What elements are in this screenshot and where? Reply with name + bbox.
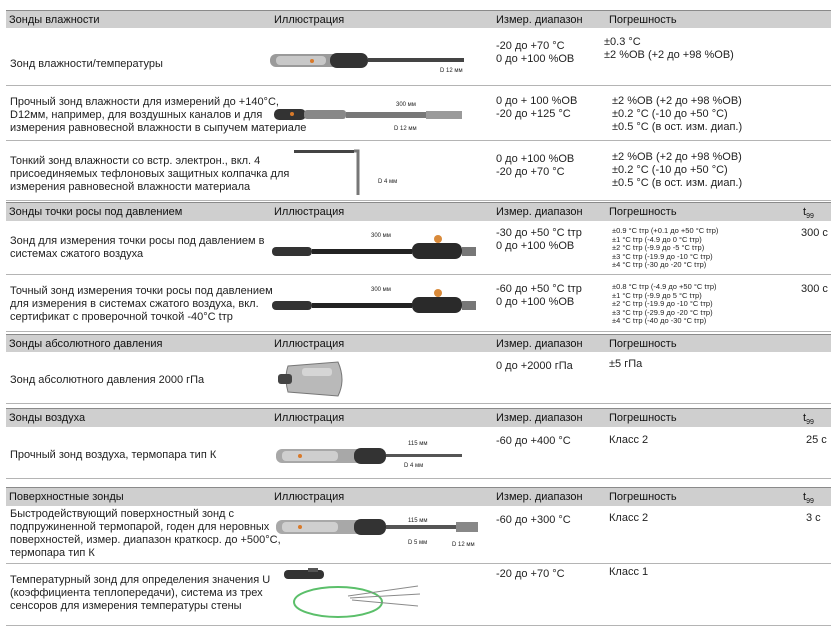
air-probe-illustration bbox=[268, 441, 468, 471]
dimension-label: D 12 мм bbox=[452, 542, 475, 548]
section-header-dewpoint bbox=[6, 202, 831, 221]
row-description: Тонкий зонд влажности со встр. электрон., вкл. 4 присоединяемых тефлоновых защитных колпачка для измерения равновесной влажности материала bbox=[10, 155, 290, 193]
accuracy-cell: ±0.9 °C tтр (+0.1 до +50 °C tтр) ±1 °C tтр (-4.9 до 0 °C tтр) ±2 °C tтр (-9.9 до -5 °C tтр) ±3 °C tтр (-19.9 до -10 °C tтр) ±4 °C tтр (-30 до -20 °C tтр) bbox=[612, 226, 719, 270]
range-cell: -30 до +50 °C tтр 0 до +100 %ОВ bbox=[496, 227, 582, 252]
section-title: Зонды воздуха bbox=[9, 412, 86, 424]
col-t99: $t_{99}$ bbox=[803, 206, 814, 221]
col-t99: $t_{99}$ bbox=[803, 412, 814, 427]
accuracy-cell: ±2 %ОВ (+2 до +98 %ОВ) ±0.2 °C (-10 до +50 °C) ±0.5 °C (в ост. изм. диап.) bbox=[612, 95, 743, 133]
table-row bbox=[6, 506, 831, 564]
range-cell: -60 до +400 °C bbox=[496, 435, 571, 447]
pressure-probe-illustration bbox=[274, 358, 354, 400]
col-range: Измер. диапазон bbox=[496, 491, 583, 503]
col-accuracy: Погрешность bbox=[609, 206, 677, 218]
col-range: Измер. диапазон bbox=[496, 412, 583, 424]
dimension-label: 300 мм bbox=[371, 287, 391, 293]
t99-value: 25 с bbox=[806, 434, 827, 446]
range-cell: -60 до +50 °C tтр 0 до +100 %ОВ bbox=[496, 283, 582, 308]
row-description: Зонд для измерения точки росы под давлением в системах сжатого воздуха bbox=[10, 235, 265, 260]
t99-value: 300 с bbox=[801, 227, 828, 239]
surface-probe-illustration bbox=[268, 514, 488, 544]
accuracy-cell: ±0.3 °C ±2 %ОВ (+2 до +98 %ОВ) bbox=[604, 36, 734, 61]
col-illustration: Иллюстрация bbox=[274, 338, 345, 350]
section-header-surface bbox=[6, 487, 831, 506]
robust-humidity-probe-illustration bbox=[268, 104, 468, 126]
section-title: Поверхностные зонды bbox=[9, 491, 124, 503]
row-description: Прочный зонд влажности для измерений до +140°C, D12мм, например, для воздушных каналов и для измерения равновесной влажности в сыпучем материале bbox=[10, 96, 307, 134]
t99-value: 3 с bbox=[806, 512, 821, 524]
col-illustration: Иллюстрация bbox=[274, 14, 345, 26]
row-description: Точный зонд измерения точки росы под давлением для измерения в системах сжатого воздуха, вкл. сертификат с проверочной точкой -40°C tтр bbox=[10, 285, 273, 323]
col-illustration: Иллюстрация bbox=[274, 491, 345, 503]
section-header-abs-pressure bbox=[6, 334, 831, 352]
col-accuracy: Погрешность bbox=[609, 338, 677, 350]
range-cell: 0 до + 100 %ОВ -20 до +125 °C bbox=[496, 95, 578, 120]
col-range: Измер. диапазон bbox=[496, 338, 583, 350]
dimension-label: 115 мм bbox=[408, 441, 428, 447]
table-row bbox=[6, 86, 831, 141]
table-row bbox=[6, 352, 831, 404]
accuracy-cell: ±5 гПа bbox=[609, 358, 643, 370]
table-row bbox=[6, 564, 831, 626]
col-accuracy: Погрешность bbox=[609, 412, 677, 424]
range-cell: 0 до +2000 гПа bbox=[496, 360, 573, 372]
dimension-label: D 12 мм bbox=[394, 126, 417, 132]
range-cell: -20 до +70 °C 0 до +100 %ОВ bbox=[496, 40, 575, 65]
section-header-humidity bbox=[6, 10, 831, 28]
table-row bbox=[6, 427, 831, 479]
table-row bbox=[6, 28, 831, 86]
range-cell: -20 до +70 °C bbox=[496, 568, 565, 580]
col-range: Измер. диапазон bbox=[496, 14, 583, 26]
dimension-label: D 4 мм bbox=[378, 179, 398, 185]
row-description: Температурный зонд для определения значения U (коэффициента теплопередачи), система из трех сенсоров для измерения температуры стены bbox=[10, 574, 271, 612]
u-value-probe-illustration bbox=[278, 566, 428, 622]
table-row bbox=[6, 275, 831, 332]
accuracy-cell: ±2 %ОВ (+2 до +98 %ОВ) ±0.2 °C (-10 до +50 °C) ±0.5 °C (в ост. изм. диап.) bbox=[612, 151, 743, 189]
row-description: Зонд влажности/температуры bbox=[10, 58, 163, 70]
col-illustration: Иллюстрация bbox=[274, 206, 345, 218]
accuracy-cell: Класс 2 bbox=[609, 434, 649, 446]
section-title: Зонды влажности bbox=[9, 14, 100, 26]
humidity-probe-illustration bbox=[268, 48, 468, 78]
col-accuracy: Погрешность bbox=[609, 491, 677, 503]
section-title: Зонды точки росы под давлением bbox=[9, 206, 183, 218]
dimension-label: D 12 мм bbox=[440, 68, 463, 74]
col-illustration: Иллюстрация bbox=[274, 412, 345, 424]
range-cell: -60 до +300 °C bbox=[496, 514, 571, 526]
dimension-label: 300 мм bbox=[396, 102, 416, 108]
table-row bbox=[6, 141, 831, 201]
dimension-label: 300 мм bbox=[371, 233, 391, 239]
row-description: Прочный зонд воздуха, термопара тип К bbox=[10, 449, 217, 461]
col-t99: $t_{99}$ bbox=[803, 491, 814, 506]
section-header-air bbox=[6, 408, 831, 427]
row-description: Быстродействующий поверхностный зонд с подпружиненной термопарой, годен для неровных поверхностей, измер. диапазон краткоср. до +500°C, термопара тип К bbox=[10, 508, 281, 559]
table-row bbox=[6, 221, 831, 275]
dimension-label: D 5 мм bbox=[408, 540, 428, 546]
range-cell: 0 до +100 %ОВ -20 до +70 °C bbox=[496, 153, 575, 178]
accuracy-cell: ±0.8 °C tтр (-4.9 до +50 °C tтр) ±1 °C tтр (-9.9 до 5 °C tтр) ±2 °C tтр (-19.9 до -10 °C tтр) ±3 °C tтр (-29.9 до -20 °C tтр) ±4 °C tтр (-40 до -30 °C tтр) bbox=[612, 282, 717, 326]
section-title: Зонды абсолютного давления bbox=[9, 338, 163, 350]
thin-humidity-probe-illustration bbox=[288, 145, 398, 195]
row-description: Зонд абсолютного давления 2000 гПа bbox=[10, 374, 205, 386]
col-accuracy: Погрешность bbox=[609, 14, 677, 26]
t99-value: 300 с bbox=[801, 283, 828, 295]
dimension-label: 115 мм bbox=[408, 518, 428, 524]
col-range: Измер. диапазон bbox=[496, 206, 583, 218]
accuracy-cell: Класс 1 bbox=[609, 566, 649, 578]
accuracy-cell: Класс 2 bbox=[609, 512, 649, 524]
dimension-label: D 4 мм bbox=[404, 463, 424, 469]
